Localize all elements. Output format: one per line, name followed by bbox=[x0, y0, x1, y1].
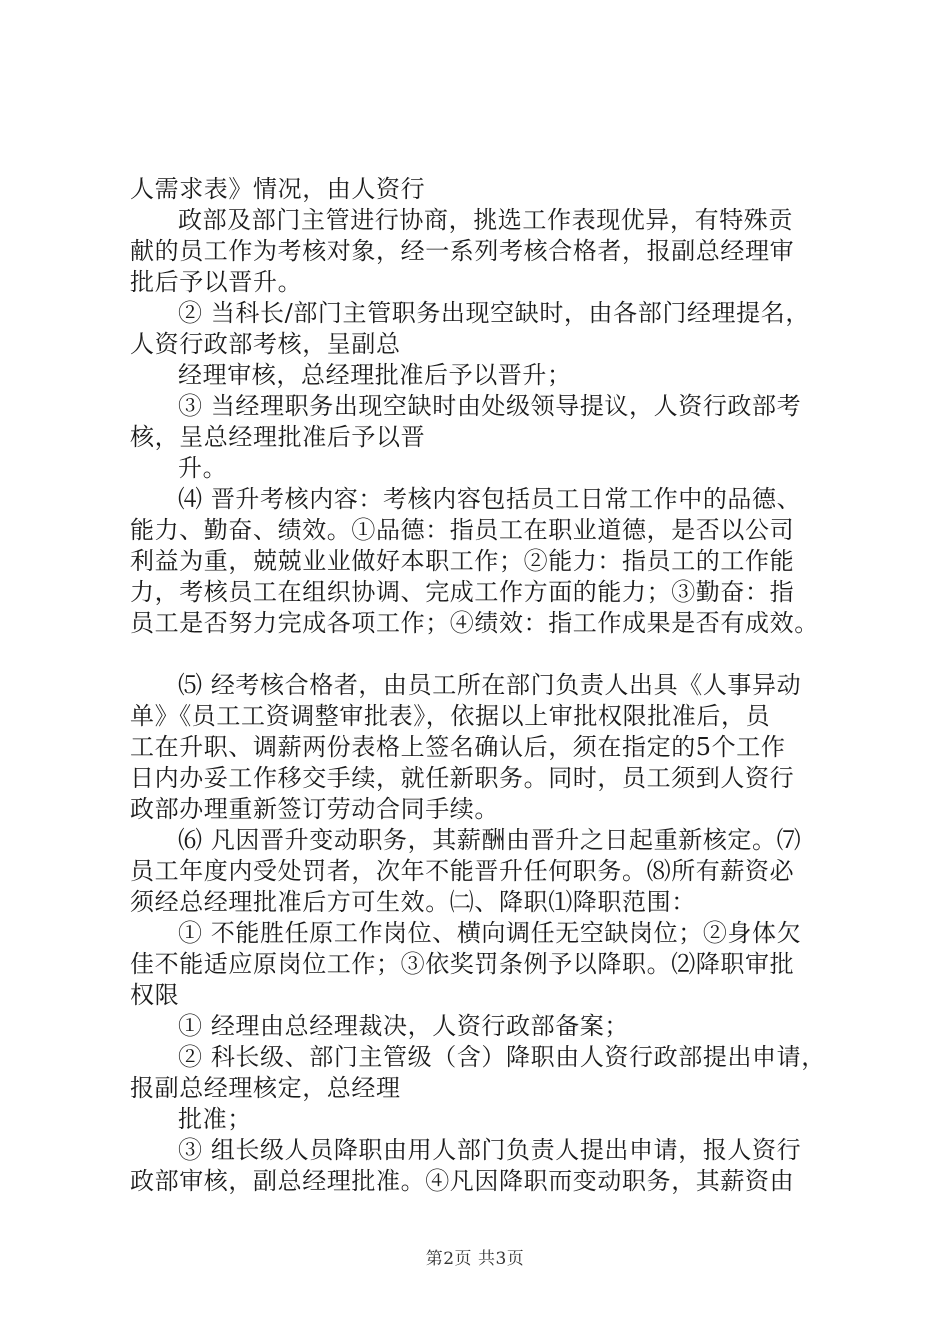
text-line: ⑷ 晋升考核内容：考核内容包括员工日常工作中的品德、 bbox=[178, 485, 802, 513]
text-line: 政部及部门主管进行协商，挑选工作表现优异，有特殊贡 bbox=[178, 206, 793, 234]
text-line: 利益为重，兢兢业业做好本职工作；②能力：指员工的工作能 bbox=[130, 547, 795, 575]
text-line: 人资行政部考核，呈副总 bbox=[130, 330, 401, 358]
text-line: ③ 当经理职务出现空缺时由处级领导提议，人资行政部考 bbox=[178, 392, 802, 420]
text-line: ③ 组长级人员降职由用人部门负责人提出申请，报人资行 bbox=[178, 1136, 802, 1164]
text-line: ⑸ 经考核合格者，由员工所在部门负责人出具《人事异动 bbox=[178, 671, 802, 699]
text-line: 经理审核，总经理批准后予以晋升； bbox=[178, 361, 572, 389]
text-line: 须经总经理批准后方可生效。㈡、降职⑴降职范围： bbox=[130, 888, 696, 916]
text-line: ⑹ 凡因晋升变动职务，其薪酬由晋升之日起重新核定。⑺ bbox=[178, 826, 802, 854]
text-line: 工在升职、调薪两份表格上签名确认后，须在指定的5个工作 bbox=[130, 733, 786, 761]
text-line: 员工是否努力完成各项工作；④绩效：指工作成果是否有成效。 bbox=[130, 609, 819, 637]
text-line: 升。 bbox=[178, 454, 228, 482]
text-line: 单》《员工工资调整审批表》，依据以上审批权限批准后，员 bbox=[130, 702, 771, 730]
text-line: 员工年度内受处罚者，次年不能晋升任何职务。⑻所有薪资必 bbox=[130, 857, 795, 885]
text-line: ① 经理由总经理裁决，人资行政部备案； bbox=[178, 1012, 630, 1040]
text-line: 核，呈总经理批准后予以晋 bbox=[130, 423, 426, 451]
text-line: ② 科长级、部门主管级（含）降职由人资行政部提出申请， bbox=[178, 1043, 826, 1071]
text-line: 政部办理重新签订劳动合同手续。 bbox=[130, 795, 499, 823]
text-line: ① 不能胜任原工作岗位、横向调任无空缺岗位；②身体欠 bbox=[178, 919, 802, 947]
text-line bbox=[130, 639, 850, 670]
text-line: 能力、勤奋、绩效。①品德：指员工在职业道德，是否以公司 bbox=[130, 516, 795, 544]
text-line: 献的员工作为考核对象，经一系列考核合格者，报副总经理审 bbox=[130, 237, 795, 265]
text-line: 日内办妥工作移交手续，就任新职务。同时，员工须到人资行 bbox=[130, 764, 795, 792]
text-line: 报副总经理核定，总经理 bbox=[130, 1074, 401, 1102]
text-line: 人需求表》情况，由人资行 bbox=[130, 175, 426, 203]
document-body bbox=[130, 174, 850, 1197]
text-line: 权限 bbox=[130, 981, 180, 1009]
text-line: ② 当科长/部门主管职务出现空缺时，由各部门经理提名， bbox=[178, 299, 810, 327]
text-line: 政部审核，副总经理批准。④凡因降职而变动职务，其薪资由 bbox=[130, 1167, 795, 1195]
text-line: 批后予以晋升。 bbox=[130, 268, 303, 296]
text-line: 佳不能适应原岗位工作；③依奖罚条例予以降职。⑵降职审批 bbox=[130, 950, 795, 978]
text-line: 批准； bbox=[178, 1105, 252, 1133]
page-footer: 第2页 共3页 bbox=[425, 1249, 525, 1269]
text-line: 力，考核员工在组织协调、完成工作方面的能力；③勤奋：指 bbox=[130, 578, 795, 606]
